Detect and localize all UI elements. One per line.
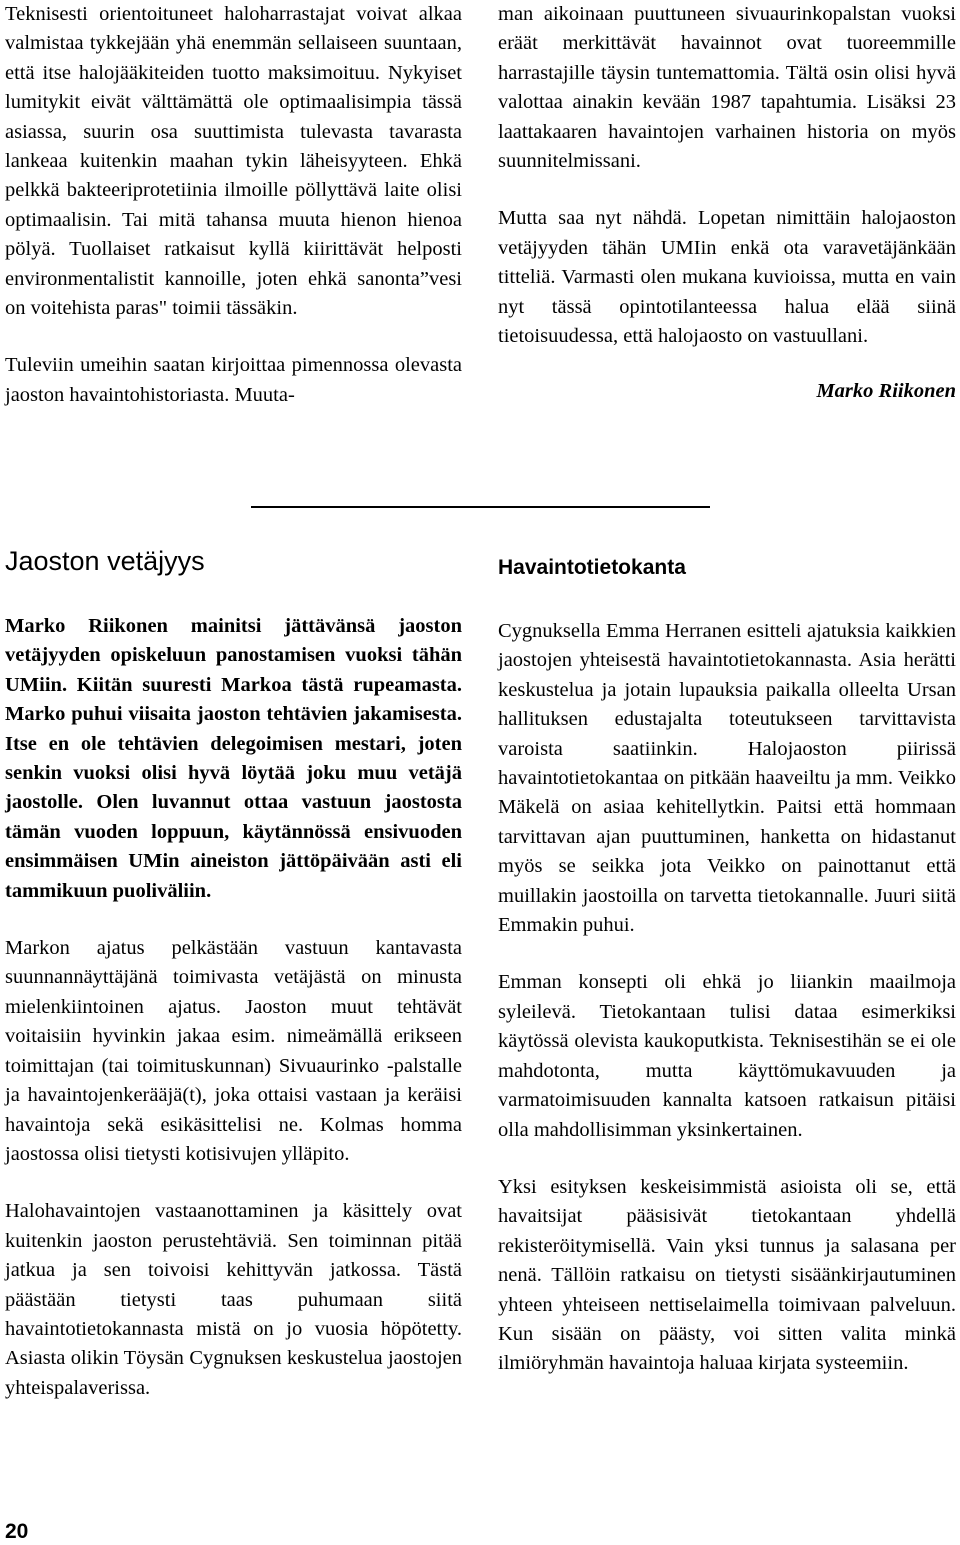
paragraph: Halohavaintojen vastaanottaminen ja käsittely ovat kuitenkin jaoston perustehtäviä. Sen toiminnan pitää jatkua ja sen toivoisi kehittyvän jatkossa. Tästä päästään tietysti taas puhumaan siitä havaintotietokannasta mistä on jo vuosia höpötetty. Asiasta olikin Töysän Cygnuksen keskustelua jaostojen yhteispalaverissa.	[5, 1200, 462, 1399]
paragraph: Cygnuksella Emma Herranen esitteli ajatuksia kaikkien jaostojen yhteisestä havaintotietokannasta. Asia herätti keskustelua ja jotain lupauksia paikalla olleelta Ursan hallituksen edustajalta toteutukseen tarvittavista varoista saatiinkin. Halojaoston piirissä havaintotietokantaa on pitkään haaveiltu ja mm. Veikko Mäkelä on asiaa kehitellytkin. Paitsi että hommaan tarvittavan ajan puuttuminen, hanketta on hidastanut myös se seikka jota Veikko on painottanut että muillakin jaostoilla on tarvetta tietokannalle. Juuri siitä Emmakin puhui.	[498, 620, 956, 937]
paragraph: Mutta saa nyt nähdä. Lopetan nimittäin halojaoston vetäjyyden tähän UMIin enkä ota varavetäjänkään titteliä. Varmasti olen mukana kuvioissa, mutta en vain nyt tässä opintotilanteessa halua elää siinä tietoisuudessa, että halojaosto on vastuullani.	[498, 207, 956, 348]
top-left-column	[5, 0, 462, 410]
author-signature: Marko Riikonen	[816, 380, 956, 403]
bottom-left-column	[5, 612, 462, 1403]
paragraph: Teknisesti orientoituneet haloharrastajat voivat alkaa valmistaa tykkejään yhä enemmän sellaiseen suuntaan, että itse halojääkiteiden tuotto maksimoituu. Nykyiset lumitykit eivät välttämättä ole optimaalisimpia tässä asiassa, suurin osa suuttimista tulevasta tavarasta lankeaa kuitenkin maahan tykin läheisyyteen. Ehkä pelkkä bakteeriprotetiinia ilmoille pöllyttävä laite olisi optimaalisin. Tai mitä tahansa muuta hienon hienoa pölyä. Tuollaiset ratkaisut kyllä kiirittävät helposti environmentalistit kannoille, joten ehkä sanonta”vesi on voitehista paras" toimii tässäkin.	[5, 3, 462, 320]
section-heading-havaintotietokanta: Havaintotietokanta	[498, 556, 686, 579]
paragraph: Tuleviin umeihin saatan kirjoittaa pimennossa olevasta jaoston havaintohistoriasta. Muuta-	[5, 354, 462, 406]
section-heading-jaoston-vetajyys: Jaoston vetäjyys	[5, 546, 205, 576]
bottom-right-column	[498, 617, 956, 1379]
top-right-column	[498, 0, 956, 407]
paragraph: Yksi esityksen keskeisimmistä asioista oli se, että havaitsijat pääsisivät tietokantaan yhdellä rekisteröitymisellä. Vain yksi tunnus ja salasana per nenä. Tällöin ratkaisu on tietysti sisäänkirjautuminen yhteen yhteiseen nettiselaimella toimivaan palveluun. Kun sisään on päästy, voi sitten valita minkä ilmiöryhmän havaintoja haluaa kirjata systeemiin.	[498, 1175, 956, 1375]
paragraph: Emman konsepti oli ehkä jo liiankin maailmoja syleilevä. Tietokantaan tulisi dataa esimerkiksi käytössä olevista kaukoputkista. Teknisestihän se ei ole mahdotonta, mutta käyttömukavuuden ja varmatoimisuuden kannalta katsoen ratkaisun pitäisi olla mahdollisimman yksinkertainen.	[498, 971, 956, 1141]
paragraph: Markon ajatus pelkästään vastuun kantavasta suunnannäyttäjänä toimivasta vetäjästä on minusta mielenkiintoinen ajatus. Jaoston muut tehtävät voitaisiin hyvinkin jakaa esim. nimeämällä erikseen toimittajan (tai toimituskunnan) Sivuaurinko -palstalle ja havaintojenkerääjä(t), joka ottaisi vastaan ja keräisi havaintoja sekä esikäsittelisi ne. Kolmas homma jaostossa olisi tietysti kotisivujen ylläpito.	[5, 937, 462, 1165]
page-number: 20	[5, 1520, 29, 1543]
lead-paragraph: Marko Riikonen mainitsi jättävänsä jaoston vetäjyyden opiskeluun panostamisen vuoksi tähän UMiin. Kiitän suuresti Markoa tästä rupeamasta. Marko puhui viisaita jaoston tehtävien jakamisesta. Itse en ole tehtävien delegoimisen mestari, joten senkin vuoksi olisi hyvä löytää joku muu vetäjä jaostolle. Olen luvannut ottaa vastuun jaostosta tämän vuoden loppuun, käytännössä ensivuoden ensimmäisen UMin aineiston jättöpäivään asti eli tammikuun puoliväliin.	[5, 615, 462, 902]
section-divider	[251, 506, 710, 508]
paragraph: man aikoinaan puuttuneen sivuaurinkopalstan vuoksi eräät merkittävät havainnot ovat tuoreemmille harrastajille täysin tuntemattomia. Tältä osin olisi hyvä valottaa ainakin kevään 1987 tapahtumia. Lisäksi 23 laattakaaren havaintojen varhainen historia on myös suunnitelmissani.	[498, 3, 956, 173]
